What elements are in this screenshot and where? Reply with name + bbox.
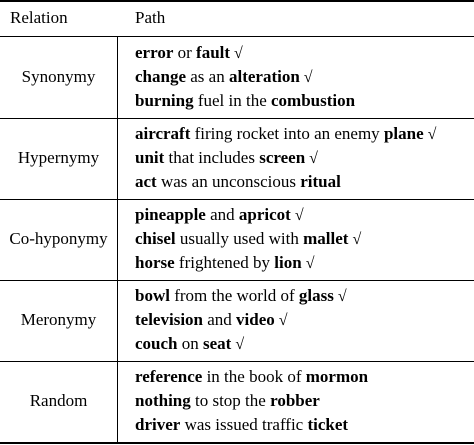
relation-label: Hypernymy: [17, 148, 100, 167]
path-term: burning: [135, 91, 194, 110]
bottom-rule: [0, 442, 474, 444]
relation-label: Random: [29, 391, 88, 410]
path-term: reference: [135, 367, 203, 386]
path-text: was issued traffic: [180, 415, 308, 434]
group-divider: [0, 118, 474, 119]
path-text: that includes: [164, 148, 260, 167]
path-text: usually used with: [175, 229, 304, 248]
header-path: Path: [135, 8, 166, 27]
path-term: mormon: [305, 367, 369, 386]
path-text: firing rocket into an enemy: [190, 124, 384, 143]
group-divider: [0, 280, 474, 281]
path-line: [135, 414, 348, 436]
path-term: video: [236, 310, 275, 329]
path-term: mallet: [303, 229, 349, 248]
group-divider: [0, 199, 474, 200]
column-divider: [117, 36, 118, 444]
relation-label: Synonymy: [21, 67, 96, 86]
path-term: couch: [135, 334, 178, 353]
path-text: and: [205, 205, 239, 224]
top-rule: [0, 0, 474, 2]
path-text: frightened by: [174, 253, 275, 272]
path-text: in the book of: [202, 367, 306, 386]
path-line: [135, 42, 243, 65]
path-line: [135, 285, 347, 308]
path-line: [135, 171, 341, 193]
check-mark-icon: √: [352, 231, 362, 248]
path-term: alteration: [228, 67, 300, 86]
check-mark-icon: √: [305, 255, 315, 272]
path-term: robber: [270, 391, 320, 410]
path-term: ticket: [307, 415, 349, 434]
path-line: [135, 390, 320, 412]
path-term: aircraft: [135, 124, 191, 143]
path-text: was an unconscious: [156, 172, 301, 191]
path-term: glass: [298, 286, 334, 305]
path-term: screen: [259, 148, 306, 167]
path-term: plane: [383, 124, 424, 143]
path-text: as an: [186, 67, 229, 86]
path-line: [135, 366, 368, 388]
header-relation: Relation: [10, 8, 68, 27]
path-term: lion: [274, 253, 302, 272]
path-line: [135, 66, 313, 89]
path-term: change: [135, 67, 186, 86]
path-line: [135, 90, 355, 112]
check-mark-icon: √: [235, 336, 245, 353]
path-term: fault: [196, 43, 231, 62]
check-mark-icon: √: [303, 69, 313, 86]
group-divider: [0, 361, 474, 362]
path-line: [135, 147, 318, 170]
header-rule: [0, 36, 474, 37]
path-term: television: [135, 310, 203, 329]
path-line: [135, 252, 314, 275]
path-term: apricot: [238, 205, 291, 224]
path-term: pineapple: [135, 205, 206, 224]
relation-label: Meronymy: [20, 310, 97, 329]
check-mark-icon: √: [337, 288, 347, 305]
path-term: act: [135, 172, 157, 191]
path-term: error: [135, 43, 174, 62]
path-text: or: [173, 43, 197, 62]
path-term: nothing: [135, 391, 191, 410]
path-line: [135, 204, 304, 227]
check-mark-icon: √: [427, 126, 437, 143]
path-term: bowl: [135, 286, 170, 305]
relation-label: Co-hyponymy: [9, 229, 108, 248]
path-line: [135, 309, 288, 332]
path-text: fuel in the: [193, 91, 272, 110]
path-term: chisel: [135, 229, 176, 248]
path-term: unit: [135, 148, 165, 167]
check-mark-icon: √: [309, 150, 318, 167]
path-term: horse: [135, 253, 175, 272]
path-line: [135, 228, 361, 251]
path-text: from the world of: [169, 286, 299, 305]
path-term: driver: [135, 415, 181, 434]
path-term: combustion: [271, 91, 356, 110]
path-line: [135, 333, 244, 356]
check-mark-icon: √: [234, 45, 243, 62]
path-term: ritual: [300, 172, 341, 191]
check-mark-icon: √: [278, 312, 288, 329]
path-text: and: [203, 310, 237, 329]
path-text: to stop the: [190, 391, 271, 410]
path-line: [135, 123, 436, 146]
path-text: on: [177, 334, 203, 353]
check-mark-icon: √: [294, 207, 304, 224]
path-term: seat: [203, 334, 232, 353]
